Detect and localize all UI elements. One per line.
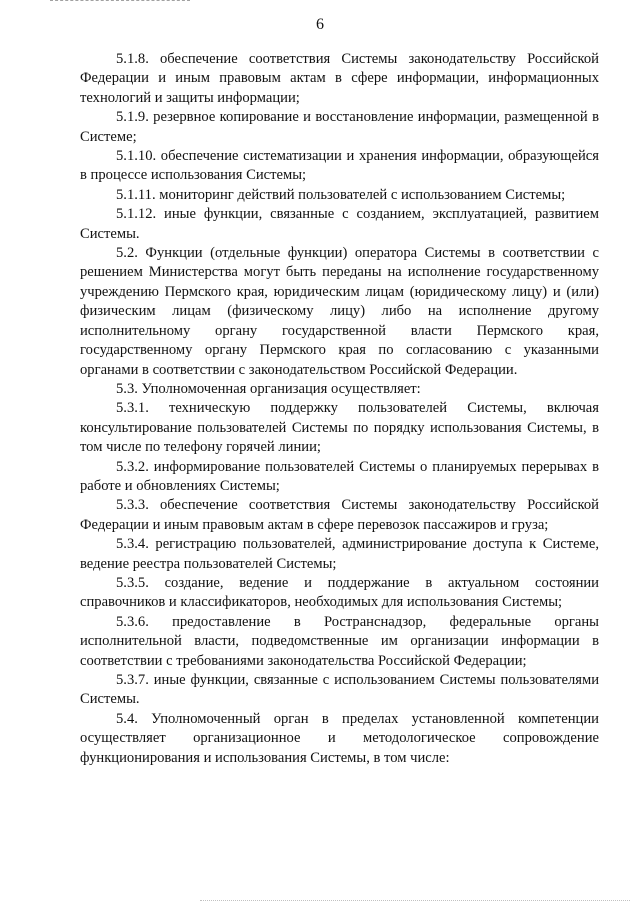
paragraph-5-2: 5.2. Функции (отдельные функции) оператора Системы в соответствии с решением Министерства могут быть переданы на исполнение государственному учреждению Пермского края, юридическим лицам (юридическому лицу) и (или) физическим лицам (физическому лицу) либо на исполнение другому исполнительному органу государственной власти Пермского края, государственному органу Пермского края по согласованию с указанными органами в соответствии с законодательством Российской Федерации. [80, 245, 599, 378]
paragraph-5-1-12: 5.1.12. иные функции, связанные с созданием, эксплуатацией, развитием Системы. [80, 206, 599, 242]
scan-artifact-bottom [200, 900, 630, 903]
paragraph-5-3: 5.3. Уполномоченная организация осуществляет: [116, 380, 421, 397]
paragraph-5-1-10: 5.1.10. обеспечение систематизации и хранения информации, образующейся в процессе использования Системы; [80, 148, 599, 184]
paragraph-5-3-4: 5.3.4. регистрацию пользователей, администрирование доступа к Системе, ведение реестра пользователей Системы; [80, 536, 599, 572]
paragraph-5-1-11: 5.1.11. мониторинг действий пользователей с использованием Системы; [116, 186, 566, 203]
scan-artifact-top [50, 0, 190, 3]
paragraph-5-3-1: 5.3.1. техническую поддержку пользователей Системы, включая консультирование пользователей Системы по порядку использования Системы, в том числе по телефону горячей линии; [80, 400, 599, 456]
document-body [80, 50, 599, 768]
paragraph-5-4: 5.4. Уполномоченный орган в пределах установленной компетенции осуществляет организационное и методологическое сопровождение функционирования и использования Системы, в том числе: [80, 710, 599, 766]
paragraph-5-3-2: 5.3.2. информирование пользователей Системы о планируемых перерывах в работе и обновлениях Системы; [80, 458, 599, 494]
paragraph-5-3-6: 5.3.6. предоставление в Ространснадзор, федеральные органы исполнительной власти, подведомственные им организации информации в соответствии с требованиями законодательства Российской Федерации; [80, 613, 599, 669]
paragraph-5-1-8: 5.1.8. обеспечение соответствия Системы законодательству Российской Федерации и иным правовым актам в сфере информации, информационных технологий и защиты информации; [80, 51, 599, 106]
page-number: 6 [316, 16, 324, 33]
paragraph-5-1-9: 5.1.9. резервное копирование и восстановление информации, размещенной в Системе; [80, 109, 599, 145]
paragraph-5-3-3: 5.3.3. обеспечение соответствия Системы законодательству Российской Федерации и иным правовым актам в сфере перевозок пассажиров и груза; [80, 497, 599, 533]
paragraph-5-3-5: 5.3.5. создание, ведение и поддержание в актуальном состоянии справочников и классификаторов, необходимых для использования Системы; [80, 574, 599, 611]
paragraph-5-3-7: 5.3.7. иные функции, связанные с использованием Системы пользователями Системы. [80, 672, 599, 708]
